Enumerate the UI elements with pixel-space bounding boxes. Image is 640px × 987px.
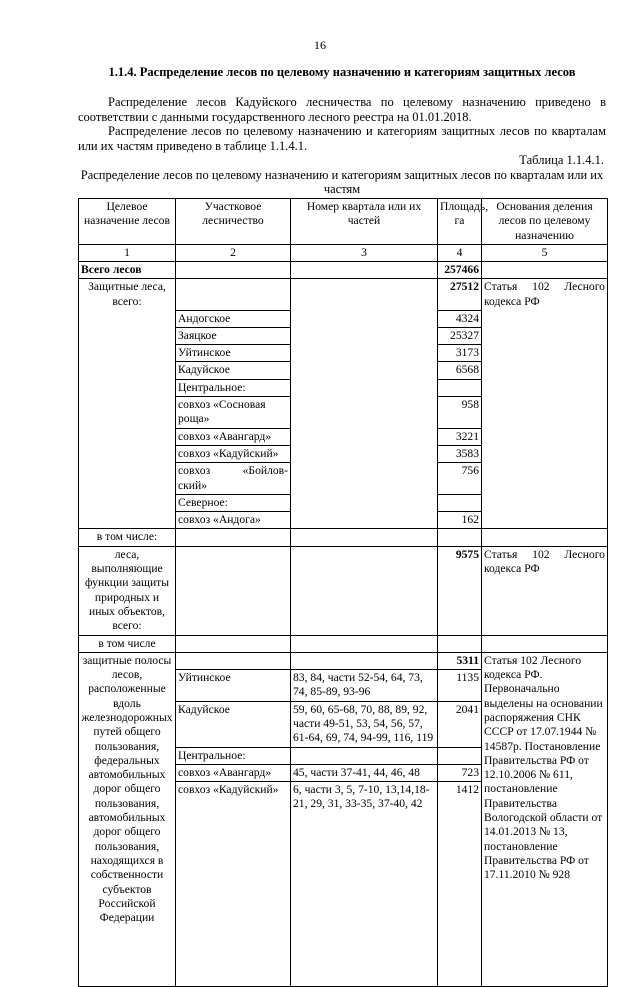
header-quarter: Номер квартала или их частей [291,199,438,245]
col-num-5: 5 [482,244,608,261]
including-label: в том числе: [79,529,176,546]
nature-protect-basis: Статья 102 Лесного кодекса РФ [482,546,608,635]
sovkhoz-avangard: совхоз «Авангард» [176,428,291,445]
district-severnoe: Северное: [176,494,291,511]
total-label: Всего лесов [79,262,176,279]
strips-label: защитные полосы лесов, расположенные вдоль железнодорожных путей общего пользования, федеральных автомобильных дорог общего пользования, автомобильных дорог общего пользования, находящихся в собственности субъектов Российской Федерации [79,652,176,986]
header-district: Участковое лесничество [176,199,291,245]
table-row-including [79,635,608,652]
col-num-1: 1 [79,244,176,261]
area-cell: 958 [438,397,482,429]
area-cell: 162 [438,512,482,529]
strips-sovkhoz-kaduisky: совхоз «Кадуйский» [176,782,291,987]
strips-area: 5311 [438,652,482,669]
strips-quarters-avangard: 45, части 37-41, 44, 46, 48 [291,764,438,781]
header-row [79,199,608,245]
strips-sovkhoz-avangard: совхоз «Авангард» [176,764,291,781]
sovkhoz-kaduisky: совхоз «Кадуйский» [176,445,291,462]
paragraph-2: Распределение лесов по целевому назначению и категориям защитных лесов по кварталам или их частям приведено в таблице 1.1.4.1. [78,124,606,153]
table-row-nature-protect [79,546,608,635]
protective-area: 27512 [438,279,482,310]
table-row-total [79,262,608,279]
area-cell: 4324 [438,310,482,327]
protective-basis: Статья 102 Лесного кодекса РФ [482,279,608,529]
header-area: Площадь, га [438,199,482,245]
including-label: в том числе [79,635,176,652]
header-purpose: Целевое назначение лесов [79,199,176,245]
table-row-protective [79,279,608,310]
sovkhoz-sosnovaya: совхоз «Сосновая роща» [176,397,291,429]
sovkhoz-boilovsky: совхоз «Бойлов- ский» [176,463,291,495]
page-number: 16 [314,38,326,52]
nature-protect-area: 9575 [438,546,482,635]
col-num-4: 4 [438,244,482,261]
table-id: Таблица 1.1.4.1. [519,153,604,167]
strips-quarters-uitinskoe: 83, 84, части 52-54, 64, 73, 74, 85-89, 93-96 [291,670,438,702]
area-cell: 3583 [438,445,482,462]
strips-basis: Статья 102 Лесного кодекса РФ. Первоначально выделены на основании распоряжения СНК СССР от 17.07.1944 № 14587р. Постановление Правительства РФ от 12.10.2006 № 611, постановление Правительства Вологодской области от 14.01.2013 № 13, постановление Правительства РФ от 17.11.2010 № 928 [482,652,608,986]
col-num-2: 2 [176,244,291,261]
sovkhoz-andoga: совхоз «Андога» [176,512,291,529]
district-andogskoe: Андогское [176,310,291,327]
area-cell: 723 [438,764,482,781]
table-row-strips [79,652,608,669]
header-basis: Основания деления лесов по целевому назначению [482,199,608,245]
paragraph-1: Распределение лесов Кадуйского лесничества по целевому назначению приведено в соответствии с данными государственного лесного реестра на 01.01.2018. [78,95,606,124]
strips-district-centralnoe: Центральное: [176,747,291,764]
section-title: 1.1.4. Распределение лесов по целевому назначению и категориям защитных лесов [108,65,576,79]
area-cell: 6568 [438,362,482,379]
strips-quarters-kaduiskoe: 59, 60, 65-68, 70, 88, 89, 92, части 49-51, 53, 54, 56, 57, 61-64, 69, 74, 94-99, 116, 119 [291,701,438,747]
table-caption: Распределение лесов по целевому назначению и категориям защитных лесов по кварталам или их частям [80,168,604,196]
protective-label: Защитные леса, всего: [79,279,176,310]
area-cell: 3221 [438,428,482,445]
total-area: 257466 [438,262,482,279]
strips-district-kaduiskoe: Кадуйское [176,701,291,747]
district-uitinskoe: Уйтинское [176,345,291,362]
area-cell: 1412 [438,782,482,987]
district-kaduiskoe: Кадуйское [176,362,291,379]
strips-district-uitinskoe: Уйтинское [176,670,291,702]
area-cell: 1135 [438,670,482,702]
forest-distribution-table [78,198,608,987]
col-num-3: 3 [291,244,438,261]
column-number-row [79,244,608,261]
area-cell: 756 [438,463,482,495]
strips-quarters-kaduisky: 6, части 3, 5, 7-10, 13,14,18-21, 29, 31, 33-35, 37-40, 42 [291,782,438,987]
district-centralnoe: Центральное: [176,379,291,396]
table-row-including [79,529,608,546]
area-cell: 25327 [438,327,482,344]
nature-protect-label: леса, выполняющие функции защиты природных и иных объектов, всего: [79,546,176,635]
area-cell: 3173 [438,345,482,362]
area-cell: 2041 [438,701,482,747]
district-zaschkoe: Заяцкое [176,327,291,344]
